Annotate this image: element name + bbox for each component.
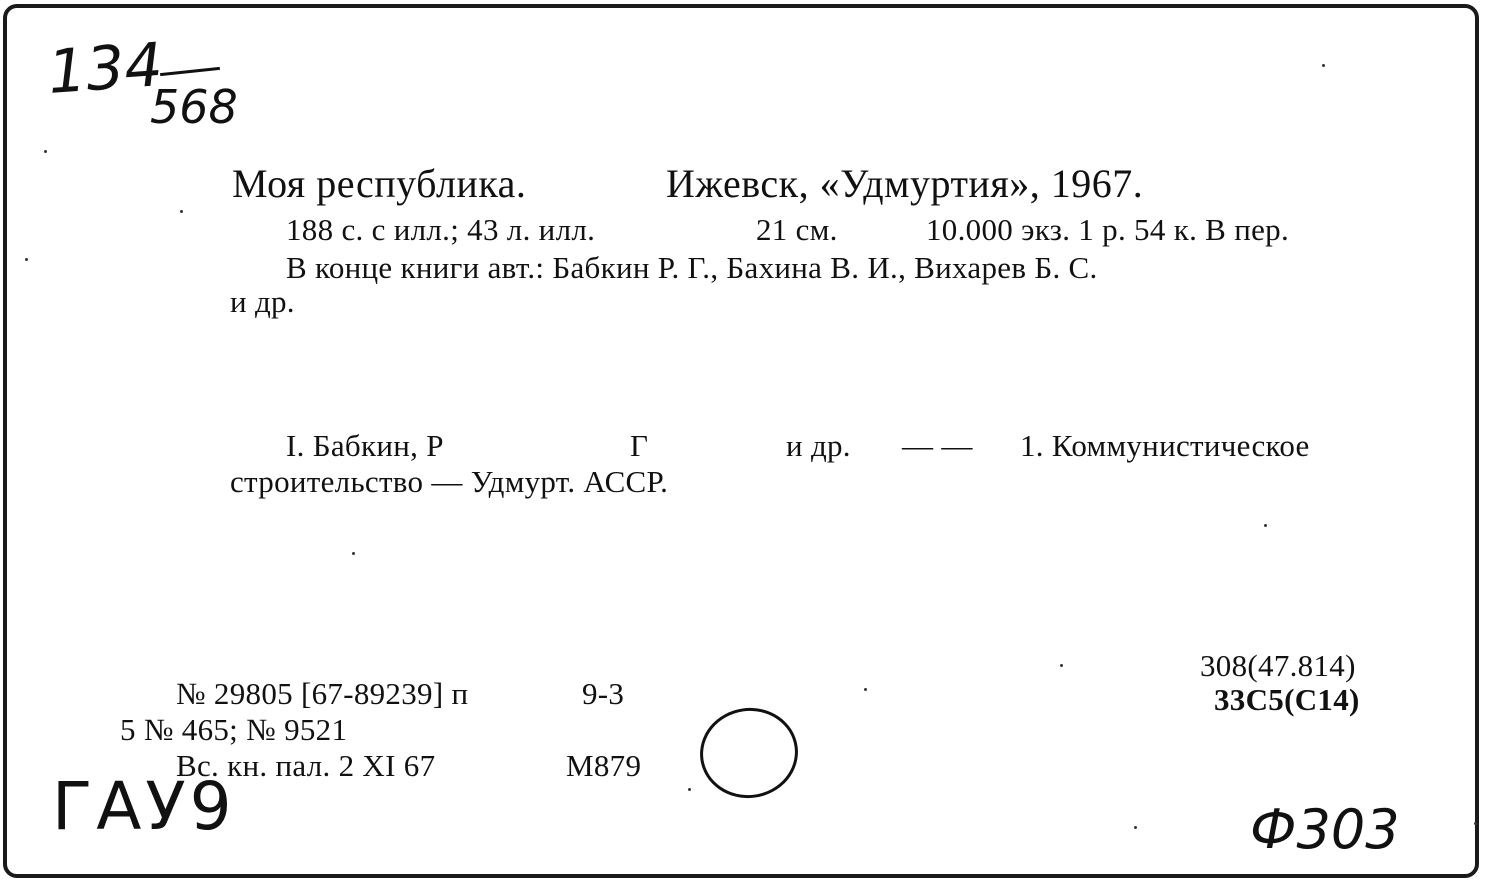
size-info: 21 см.: [756, 212, 838, 247]
pages-info: 188 с. с илл.; 43 л. илл.: [286, 212, 596, 247]
scan-speck: [1264, 524, 1267, 527]
scan-speck: [352, 552, 355, 555]
scan-speck: [44, 150, 47, 153]
tracing-dash: — —: [902, 428, 973, 463]
scan-speck: [1134, 826, 1137, 829]
tracing-etal: и др.: [786, 428, 851, 463]
subject-heading-cont: строительство — Удмурт. АССР.: [230, 464, 669, 499]
authors-note: В конце книги авт.: Бабкин Р. Г., Бахина В. И., Вихарев Б. С.: [286, 250, 1098, 285]
subject-heading: 1. Коммунистическое: [1020, 428, 1310, 463]
handwritten-bottom-left: ГАУ9: [52, 768, 236, 845]
tracing-author: I. Бабкин, Р: [286, 428, 444, 463]
card-number: № 29805 [67-89239] п: [176, 676, 469, 711]
udc-code: 308(47.814): [1200, 648, 1356, 683]
scan-speck: [1322, 64, 1325, 67]
edition-info: 10.000 экз. 1 р. 54 к. В пер.: [926, 212, 1289, 247]
scan-speck: [864, 688, 867, 691]
scan-speck: [688, 788, 691, 791]
authors-note-cont: и др.: [230, 284, 295, 319]
tracing-initial: Г: [630, 428, 649, 463]
handwritten-bottom-right: Ф303: [1250, 798, 1400, 861]
scan-speck: [1474, 822, 1477, 825]
scan-speck: [25, 258, 28, 261]
scan-speck: [180, 210, 183, 213]
card-line2: 5 № 465; № 9521: [120, 712, 348, 747]
chamber-date: Вс. кн. пал. 2 XI 67: [176, 748, 436, 783]
book-title: Моя республика.: [232, 161, 527, 206]
card-code: 9-3: [582, 676, 625, 711]
scan-speck: [1060, 664, 1063, 667]
chamber-ref: М879: [566, 748, 642, 783]
publication-info: Ижевск, «Удмуртия», 1967.: [666, 161, 1144, 206]
handwritten-number: 134: [45, 30, 165, 108]
bbk-code: 33С5(С14): [1214, 682, 1360, 717]
handwritten-sub-number: 568: [150, 80, 238, 134]
